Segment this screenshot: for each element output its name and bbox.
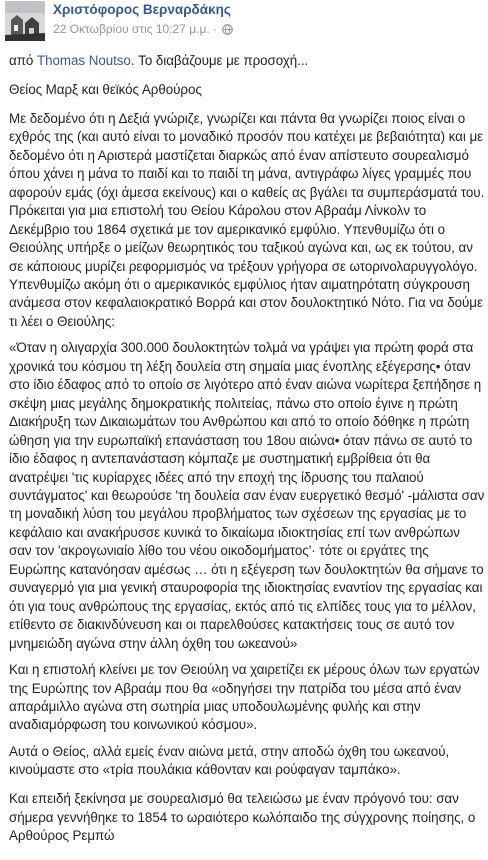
globe-icon[interactable] <box>222 24 233 38</box>
post-meta <box>53 22 233 38</box>
post-text <box>9 52 485 856</box>
avatar[interactable] <box>5 1 45 41</box>
post-header <box>0 0 488 46</box>
post-paragraph-1: Με δεδομένο ότι η Δεξιά γνώριζε, γνωρίζει και πάντα θα γνωρίζει ποιος είναι ο εχθρός της (και αυτό είναι το μοναδικό προσόν που κατέχει με βεβαιότητα) και με δεδομένο ότι η Αριστερά μαστίζεται διαρκώς από έναν απίστευτο σουρεαλισμό όπου χάνει η μάνα το παιδί και το παιδί τη μάνα, αντιγράφω λίγες γραμμές που αφορούν εμάς (όχι άμεσα εκείνους) και ο καθείς ας βγάλει τα συμπεράσματά του. Πρόκειται για μια επιστολή του Θείου Κάρολου στον Αβραάμ Λίνκολν το Δεκέμβριο του 1864 σχετικά με τον αμερικανικό εμφύλιο. Υπενθυμίζω ότι ο Θειούλης υπήρξε ο μείζων θεωρητικός του ταξικού αγώνα και, ως εκ τούτου, αν σε κάποιους μυρίζει ρεφορμισμός να τρέξουν γρήγορα σε ωτορινολαρυγγολόγο. Υπενθυμίζω ακόμη ότι ο αμερικανικός εμφύλιος ήταν αιματηρότατη σύγκρουση ανάμεσα στον κεφαλαιοκρατικό Βορρά και στον δουλοκτητικό Νότο. Για να δούμε τι λέει ο Θειούλης: <box>9 110 485 329</box>
post-paragraph-4: Και επειδή ξεκίνησα με σουρεαλισμό θα τελειώσω με έναν πρόγονό του: σαν σήμερα γεννήθηκε το 1854 το ωραιότερο κωλόπαιδο της σύγχρονης ποίησης, ο Αρθούρος Ρεμπώ <box>9 791 476 844</box>
avatar-image <box>5 1 45 41</box>
post-timestamp[interactable]: 22 Οκτωβρίου στις 10:27 μ.μ. <box>53 22 210 36</box>
post-quote: «Όταν η ολιγαρχία 300.000 δουλοκτητών τολμά να γράψει για πρώτη φορά στα χρονικά του κόσμου τη λέξη δουλεία στη σημαία μιας ένοπλης εξέγερσης• όταν στο ίδιο έδαφος από το οποίο σε λιγότερο από έναν αιώνα νωρίτερα ξεπήδησε η σκέψη μιας μεγάλης δημοκρατικής πολιτείας, πάνω στο οποίο έγινε η πρώτη Διακήρυξη των Δικαιωμάτων του Ανθρώπου και από το οποίο δόθηκε η πρώτη ώθηση για την ευρωπαϊκή επανάσταση του 18ου αιώνα• όταν πάνω σε αυτό το ίδιο έδαφος η αντεπανάσταση κόμπαζε με συστηματική εμβρίθεια ότι θα ανατρέψει 'τις κυρίαρχες ιδέες από την εποχή της ίδρυσης του παλαιού συντάγματος' και θεωρούσε 'τη δουλεία σαν έναν ευεργετικό θεσμό' -μάλιστα σαν τη μοναδική λύση του μεγάλου προβλήματος των σχέσεων της εργασίας με το κεφάλαιο και ανακήρυσσε κυνικά το δικαίωμα ιδιοκτησίας επί των ανθρώπων σαν τον 'ακρογωνιαίο λίθο του νέου οικοδομήματος'· τότε οι εργάτες της Ευρώπης κατανόησαν αμέσως … ότι η εξέγερση των δουλοκτητών θα σήμανε το συναγερμό για μια γενική σταυροφορία της ιδιοκτησίας εναντίον της εργασίας και ότι για τους ανθρώπους της εργασίας, εκτός από τις ελπίδες τους για το μέλλον, ετίθεντο σε διακινδύνευση και οι παρελθούσες κατακτήσεις τους σε αυτό τον μνημειώδη αγώνα στην άλλη όχθη του ωκεανού» <box>9 340 485 651</box>
post-paragraph-3: Αυτά ο Θείος, αλλά εμείς έναν αιώνα μετά, στην αποδώ όχθη του ωκεανού, κινούμαστε στο «τρία πουλάκια κάθονταν και ρούφαγαν ταμπάκο». <box>9 743 450 778</box>
share-prefix: από <box>9 53 37 68</box>
share-suffix: . Το διαβάζουμε με προσοχή... <box>130 53 309 68</box>
share-line <box>9 52 485 70</box>
author-name[interactable]: Χριστόφορος Βερναρδάκης <box>53 2 231 17</box>
shared-from-link[interactable]: Thomas Noutso <box>36 53 131 68</box>
post-paragraph-2: Και η επιστολή κλείνει με τον Θειούλη να χαιρετίζει εκ μέρους όλων των εργατών της Ευρώπης τον Αβραάμ που θα «οδηγήσει την πατρίδα του μέσα από έναν απαράμιλλο αγώνα στη σωτηρία μιας υποδουλωμένης φυλής και στην αναδιαμόρφωση του κοινωνικού κόσμου». <box>9 662 480 733</box>
meta-separator: · <box>213 22 218 36</box>
post-title: Θείος Μαρξ και θεϊκός Αρθούρος <box>9 81 202 97</box>
